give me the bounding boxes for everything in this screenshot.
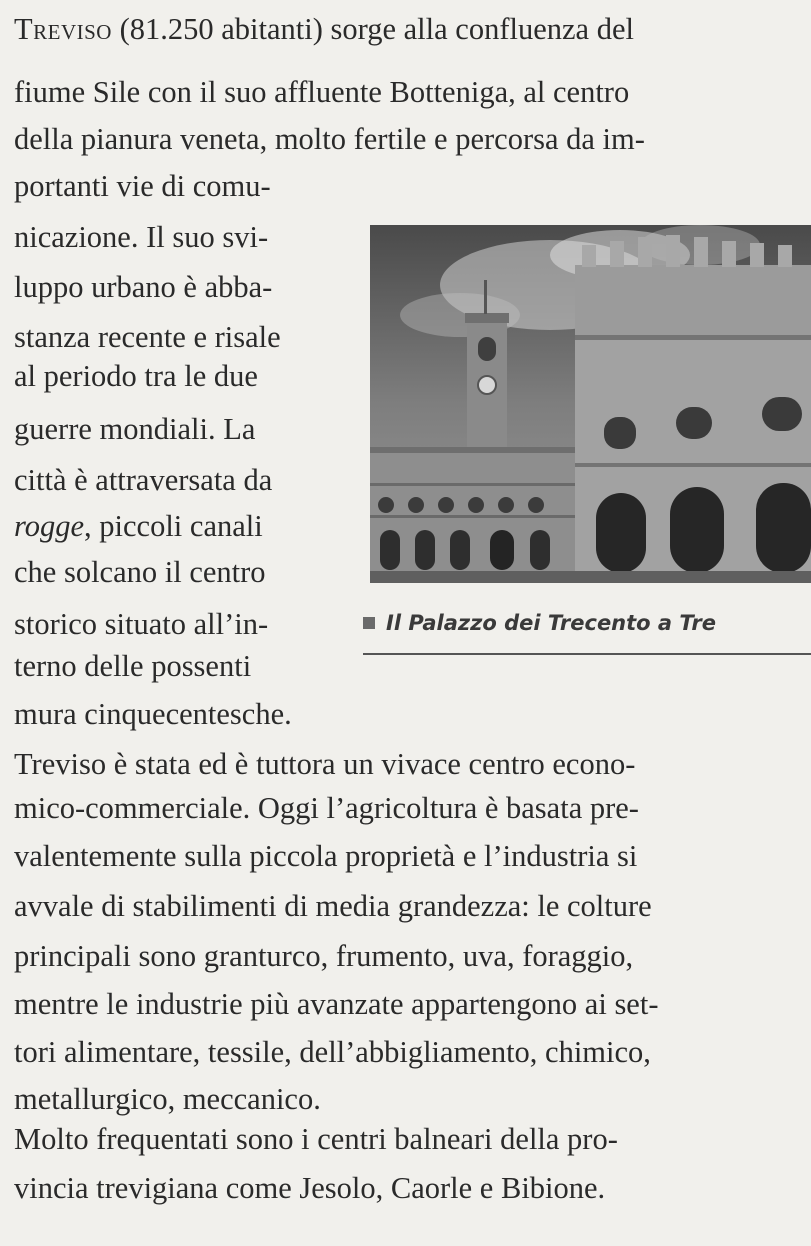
- text-line-15: mura cinquecentesche.: [14, 697, 292, 731]
- text-line-1: Treviso (81.250 abitanti) sorge alla confluenza del: [14, 12, 634, 46]
- palazzo-photo: [370, 225, 811, 583]
- title-word-treviso: Treviso: [14, 12, 112, 46]
- text-line-17: mico-commerciale. Oggi l’agricoltura è basata pre-: [14, 791, 639, 825]
- text-line-18: valentemente sulla piccola proprietà e l’industria si: [14, 839, 638, 873]
- text-line-4: portanti vie di comu-: [14, 169, 271, 203]
- text-line-22: tori alimentare, tessile, dell’abbigliamento, chimico,: [14, 1035, 651, 1069]
- text-line-8: al periodo tra le due: [14, 359, 258, 393]
- text-line-21: mentre le industrie più avanzate appartengono ai set-: [14, 987, 659, 1021]
- caption-rule: [363, 653, 811, 655]
- text-line-3: della pianura veneta, molto fertile e percorsa da im-: [14, 122, 645, 156]
- text-line-11: rogge, piccoli canali: [14, 509, 263, 543]
- caption-bullet-icon: [363, 617, 375, 629]
- text-line-16: Treviso è stata ed è tuttora un vivace centro econo-: [14, 747, 636, 781]
- term-rogge: rogge: [14, 509, 85, 543]
- text-line-7: stanza recente e risale: [14, 320, 281, 354]
- text-line-5: nicazione. Il suo svi-: [14, 220, 269, 254]
- text-line-13: storico situato all’in-: [14, 607, 269, 641]
- text-line-19: avvale di stabilimenti di media grandezza: le colture: [14, 889, 652, 923]
- text-line-25: vincia trevigiana come Jesolo, Caorle e Bibione.: [14, 1171, 606, 1205]
- text-line-14: terno delle possenti: [14, 649, 252, 683]
- text-line-10: città è attraversata da: [14, 463, 273, 497]
- text-line-9: guerre mondiali. La: [14, 412, 256, 446]
- text-line-24: Molto frequentati sono i centri balneari della pro-: [14, 1122, 618, 1156]
- palazzo-illustration: [370, 225, 811, 583]
- text-line-2: fiume Sile con il suo affluente Botteniga, al centro: [14, 75, 630, 109]
- photo-caption: Il Palazzo dei Trecento a Tre: [386, 611, 717, 635]
- text-line-20: principali sono granturco, frumento, uva, foraggio,: [14, 939, 634, 973]
- text-line-23: metallurgico, meccanico.: [14, 1082, 321, 1116]
- text-line-6: luppo urbano è abba-: [14, 270, 273, 304]
- text-line-12: che solcano il centro: [14, 555, 266, 589]
